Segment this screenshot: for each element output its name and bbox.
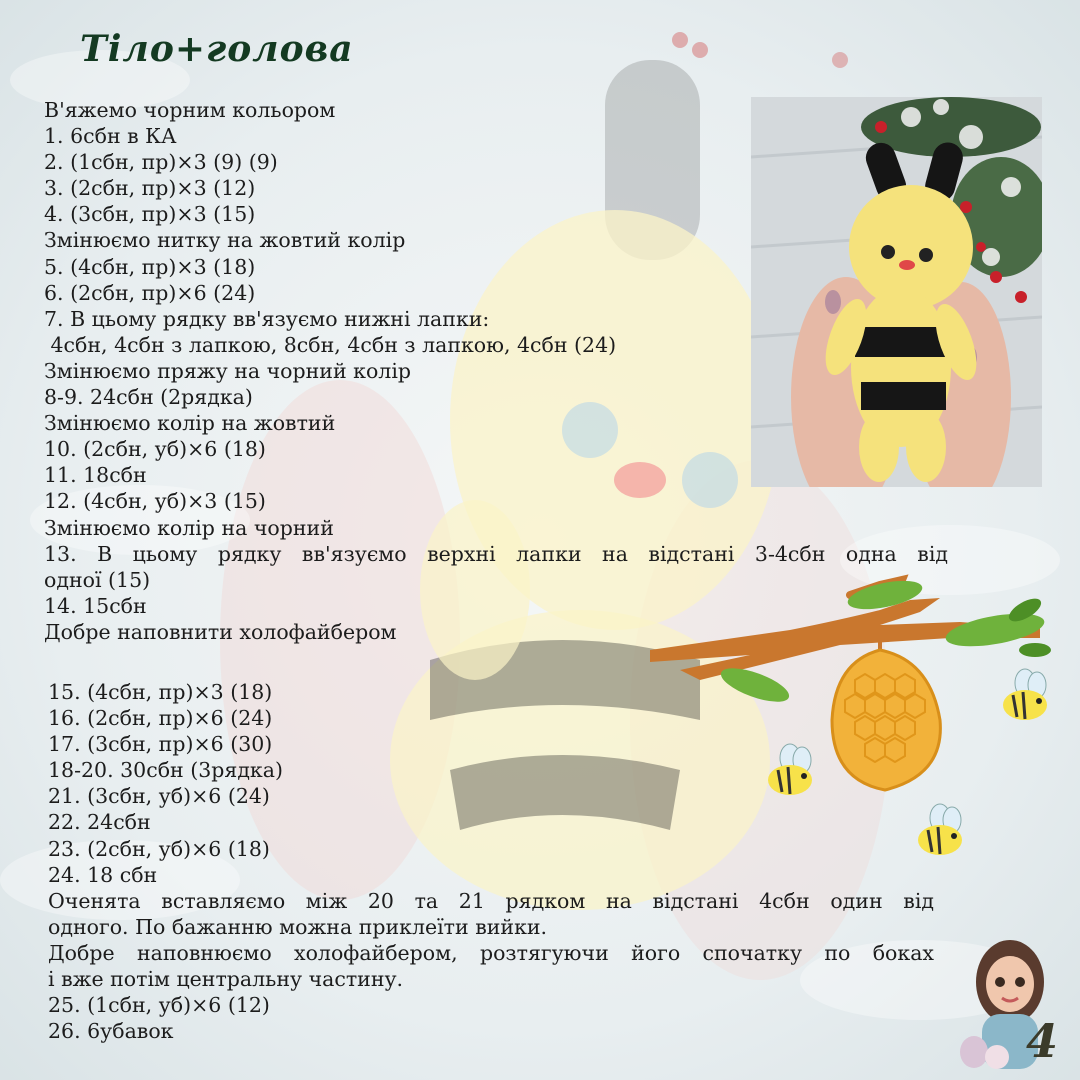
instruction-line: 3. (2сбн, пр)×3 (12): [44, 176, 256, 201]
page-title: Тіло+голова: [80, 28, 354, 70]
instruction-line: 11. 18сбн: [44, 463, 147, 488]
bee-icon: [1003, 669, 1047, 720]
bee-icon: [918, 804, 962, 855]
instruction-line: 16. (2сбн, пр)×6 (24): [48, 706, 273, 731]
instruction-line: В'яжемо чорним кольором: [44, 98, 336, 122]
instruction-line: 2. (1сбн, пр)×3 (9) (9): [44, 150, 278, 175]
instruction-line: 26. 6убавок: [48, 1019, 174, 1044]
bee-toy-photo: [751, 97, 1042, 487]
instruction-line: 15. (4сбн, пр)×3 (18): [48, 679, 273, 704]
instruction-line: 21. (3сбн, уб)×6 (24): [48, 784, 270, 809]
instruction-line: 4. (3сбн, пр)×3 (15): [44, 202, 256, 227]
bee-icon: [768, 744, 812, 795]
instruction-line: Добре наповнюємо холофайбером, розтягуючи його спочатку по боках: [48, 940, 934, 965]
page-number: 4: [1026, 1014, 1059, 1068]
instruction-line: 6. (2сбн, пр)×6 (24): [44, 280, 256, 305]
instruction-line: 18-20. 30сбн (3рядка): [48, 758, 283, 783]
instruction-line: одного. По бажанню можна приклеїти вийки.: [48, 914, 548, 939]
instruction-line: Добре наповнити холофайбером: [44, 619, 397, 644]
instruction-line: Змінюємо колір на жовтий: [44, 411, 336, 436]
instruction-line: Змінюємо колір на чорний: [44, 515, 334, 540]
instruction-line: 22. 24сбн: [48, 810, 151, 835]
instruction-line: 17. (3сбн, пр)×6 (30): [48, 732, 273, 757]
instruction-line: 25. (1сбн, уб)×6 (12): [48, 993, 270, 1018]
instruction-line: Змінюємо пряжу на чорний колір: [44, 358, 412, 383]
instruction-line: 7. В цьому рядку вв'язуємо нижні лапки:: [44, 306, 490, 331]
instruction-line: 13. В цьому рядку вв'язуємо верхні лапки на відстані 3-4сбн одна від: [44, 541, 948, 566]
instruction-line: 24. 18 сбн: [48, 862, 158, 887]
branch-honeycomb-icon: [640, 570, 1080, 890]
instruction-line: одної (15): [44, 567, 151, 592]
instruction-line: 14. 15сбн: [44, 593, 147, 618]
instruction-line: 23. (2сбн, уб)×6 (18): [48, 836, 270, 861]
instruction-line: Змінюємо нитку на жовтий колір: [44, 228, 406, 253]
instruction-line: і вже потім центральну частину.: [48, 967, 404, 991]
instruction-line: 4сбн, 4сбн з лапкою, 8сбн, 4сбн з лапкою, 4сбн (24): [44, 332, 617, 357]
instruction-line: 1. 6сбн в КА: [44, 124, 177, 149]
instruction-line: 5. (4сбн, пр)×3 (18): [44, 254, 256, 279]
instruction-line: Оченята вставляємо між 20 та 21 рядком на відстані 4сбн один від: [48, 888, 934, 913]
instruction-line: 10. (2сбн, уб)×6 (18): [44, 437, 266, 462]
instruction-line: 8-9. 24сбн (2рядка): [44, 385, 253, 410]
instruction-line: 12. (4сбн, уб)×3 (15): [44, 489, 266, 514]
